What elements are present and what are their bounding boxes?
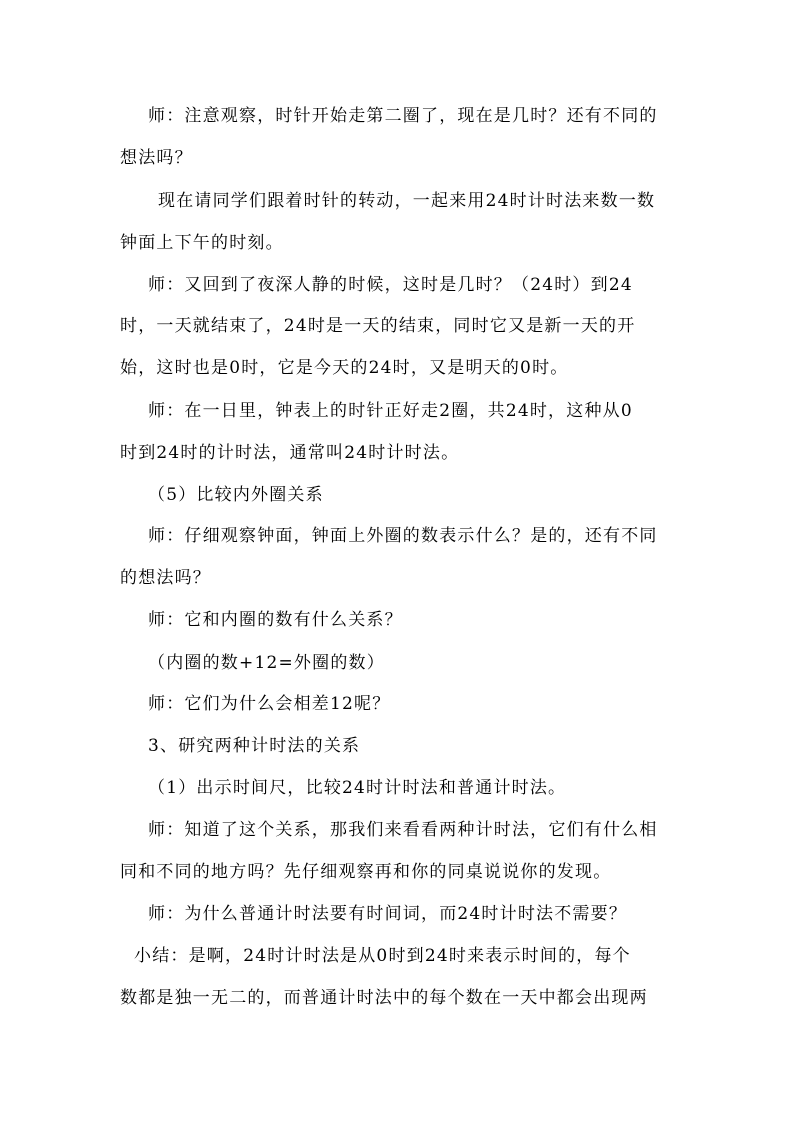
paragraph-line: 师：知道了这个关系，那我们来看看两种计时法，它们有什么相 [148, 820, 658, 840]
paragraph-line: 师：在一日里，钟表上的时针正好走2圈，共24时，这种从0 [148, 401, 633, 421]
paragraph-line: 始，这时也是0时，它是今天的24时，又是明天的0时。 [120, 358, 569, 378]
section-subheading: （5）比较内外圈关系 [148, 485, 324, 505]
paragraph-line: 师：注意观察，时针开始走第二圈了，现在是几时？还有不同的 [148, 106, 658, 126]
paragraph-line: 师：它们为什么会相差12呢？ [148, 694, 391, 714]
paragraph-line: 的想法吗？ [120, 568, 211, 588]
paragraph-line: 师：又回到了夜深人静的时候，这时是几时？（24时）到24 [148, 275, 633, 295]
section-heading: 3、研究两种计时法的关系 [148, 736, 361, 756]
paragraph-line: 同和不同的地方吗？先仔细观察再和你的同桌说说你的发现。 [120, 862, 612, 882]
paragraph-line: 数都是独一无二的，而普通计时法中的每个数在一天中都会出现两 [120, 988, 648, 1008]
paragraph-line: 师：它和内圈的数有什么关系？ [148, 610, 403, 630]
paragraph-line: 师：仔细观察钟面，钟面上外圈的数表示什么？是的，还有不同 [148, 526, 658, 546]
paragraph-line: 想法吗？ [120, 148, 193, 168]
paragraph-line: 现在请同学们跟着时针的转动，一起来用24时计时法来数一数 [158, 191, 656, 211]
summary-line: 小结：是啊，24时计时法是从0时到24时来表示时间的，每个 [134, 946, 631, 966]
paragraph-line: 钟面上下午的时刻。 [120, 233, 284, 253]
paragraph-line: 时到24时的计时法，通常叫24时计时法。 [120, 443, 460, 463]
paragraph-line: 时，一天就结束了，24时是一天的结束，同时它又是新一天的开 [120, 316, 636, 336]
paragraph-line: 师：为什么普通计时法要有时间词，而24时计时法不需要？ [148, 904, 628, 924]
paragraph-line: （1）出示时间尺，比较24时计时法和普通计时法。 [148, 778, 567, 798]
paragraph-line: （内圈的数+12=外圈的数） [148, 653, 385, 673]
